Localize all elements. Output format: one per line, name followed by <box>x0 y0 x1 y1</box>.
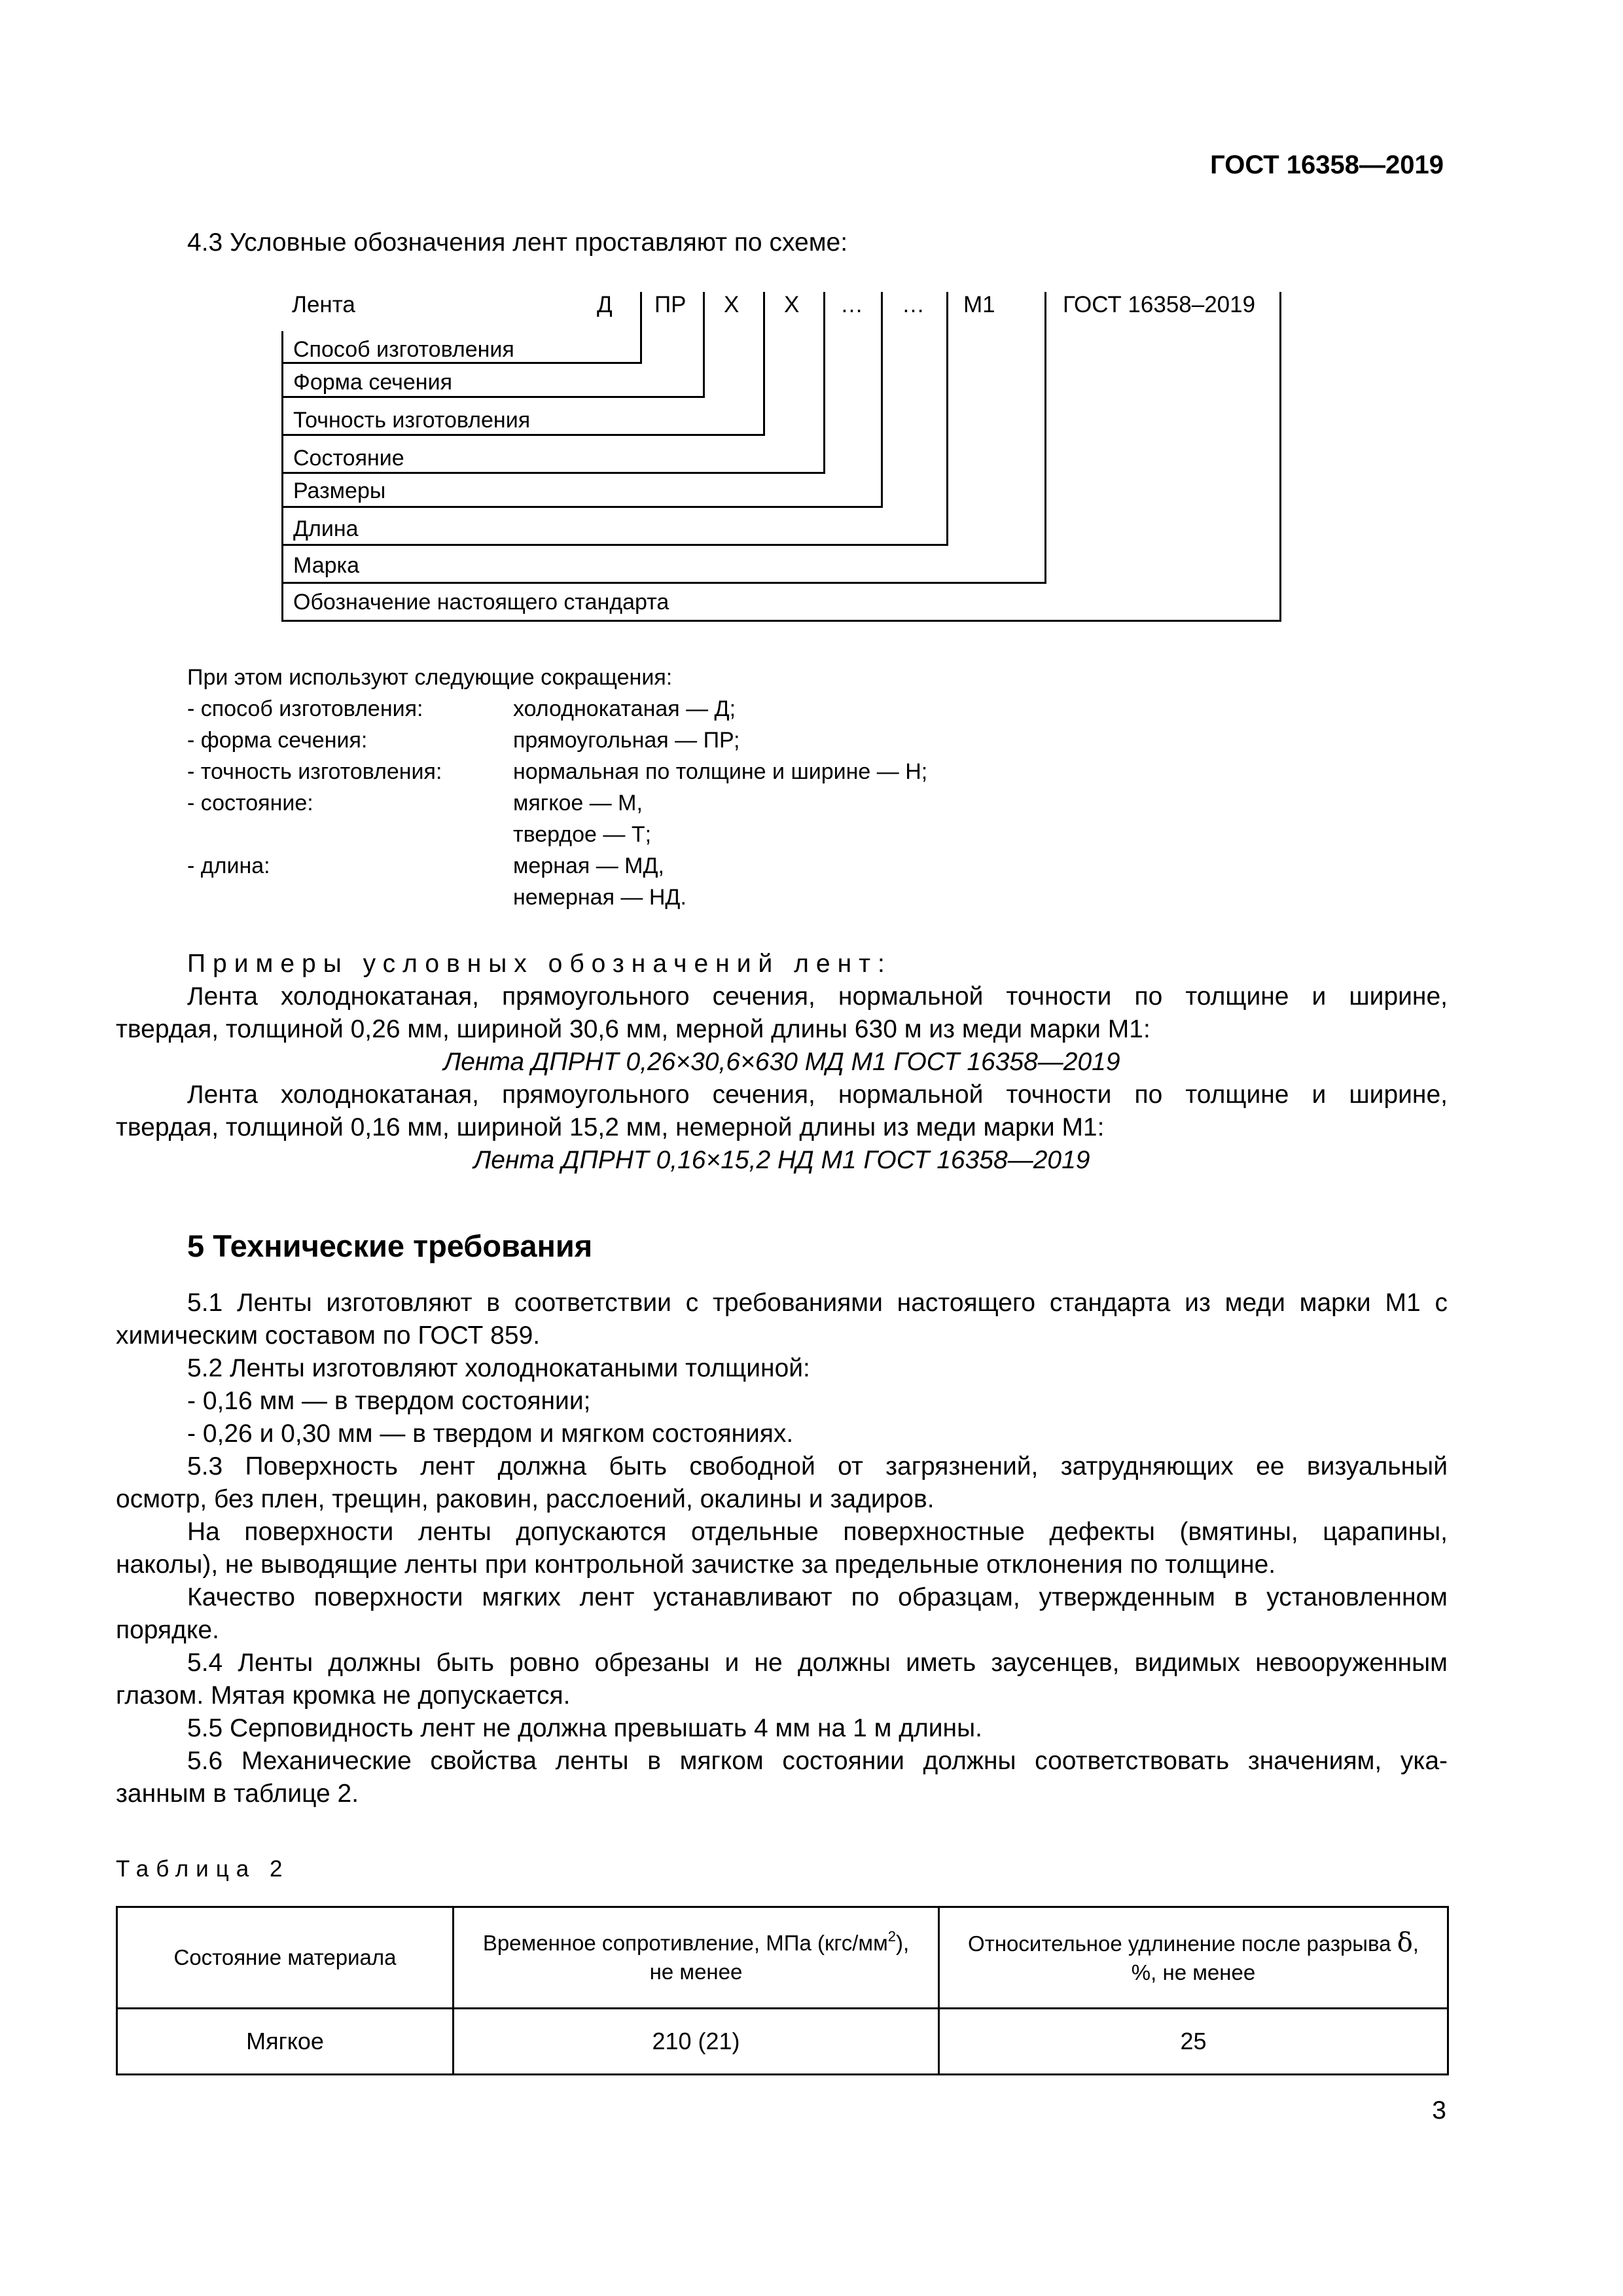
scheme-connector <box>640 292 642 364</box>
abbr-term: - форма сечения: <box>187 728 368 753</box>
scheme-connector <box>281 362 642 364</box>
example-2-text: Лента холоднокатаная, прямоугольного сечения, нормальной точности по толщине и ширине, <box>187 1081 1448 1109</box>
scheme-connector <box>881 292 883 508</box>
page-number: 3 <box>1432 2096 1446 2125</box>
scheme-item-accuracy: Х <box>724 292 740 317</box>
document-header: ГОСТ 16358—2019 <box>1210 151 1444 179</box>
abbr-value: твердое — Т; <box>513 822 652 847</box>
scheme-label-standard: Обозначение настоящего стандарта <box>293 590 669 615</box>
abbr-value: прямоугольная — ПР; <box>513 728 740 753</box>
abbr-value: немерная — НД. <box>513 885 687 910</box>
abbr-term: - длина: <box>187 853 270 878</box>
scheme-label-condition: Состояние <box>293 446 404 471</box>
scheme-label-method: Способ изготовления <box>293 337 514 362</box>
header-text: , <box>1412 1931 1419 1956</box>
section-5-heading: 5 Технические требования <box>187 1229 593 1263</box>
paragraph-line: порядке. <box>116 1616 219 1644</box>
abbr-value: нормальная по толщине и ширине — Н; <box>513 759 928 784</box>
scheme-connector <box>281 472 825 474</box>
scheme-connector <box>281 434 765 436</box>
header-cell-strength <box>454 1907 939 2009</box>
paragraph-line: Качество поверхности мягких лент устанавливают по образцам, утвержденным в установленном <box>187 1583 1448 1611</box>
paragraph-line: занным в таблице 2. <box>116 1780 359 1808</box>
header-text: ), <box>896 1931 910 1955</box>
paragraph-line: На поверхности ленты допускаются отдельные поверхностные дефекты (вмятины, царапины, <box>187 1518 1448 1546</box>
cell-elongation: 25 <box>939 2009 1448 2075</box>
scheme-item-condition: Х <box>784 292 800 317</box>
paragraph-line: осмотр, без плен, трещин, раковин, расслоений, окалины и задиров. <box>116 1485 935 1513</box>
abbr-value: мягкое — М, <box>513 791 643 816</box>
examples-heading: Примеры условных обозначений лент: <box>187 950 892 978</box>
scheme-connector <box>946 292 948 546</box>
scheme-connector <box>281 506 883 508</box>
paragraph-line: наколы), не выводящие ленты при контрольной зачистке за предельные отклонения по толщине. <box>116 1551 1276 1579</box>
header-text: Временное сопротивление, МПа (кгс/мм <box>482 1931 888 1955</box>
list-item: - 0,26 и 0,30 мм — в твердом и мягком состояниях. <box>187 1420 794 1448</box>
scheme-item-grade: М1 <box>963 292 995 317</box>
header-text: не менее <box>649 1960 743 1984</box>
scheme-label-accuracy: Точность изготовления <box>293 408 531 433</box>
delta-symbol: δ <box>1397 1928 1413 1958</box>
scheme-label-size: Размеры <box>293 478 386 503</box>
scheme-item-lenta: Лента <box>292 292 355 317</box>
paragraph-line: 5.1 Ленты изготовляют в соответствии с требованиями настоящего стандарта из меди марки М1 с <box>187 1289 1448 1317</box>
scheme-label-section-shape: Форма сечения <box>293 370 452 395</box>
paragraph-line: 5.3 Поверхность лент должна быть свободной от загрязнений, затрудняющих ее визуальный <box>187 1452 1448 1480</box>
scheme-item-method: Д <box>597 292 613 317</box>
scheme-left-bracket <box>281 331 283 622</box>
paragraph-line: глазом. Мятая кромка не допускается. <box>116 1681 571 1710</box>
section-4-3-intro: 4.3 Условные обозначения лент проставляют по схеме: <box>187 228 848 257</box>
example-1-text: твердая, толщиной 0,26 мм, шириной 30,6 мм, мерной длины 630 м из меди марки М1: <box>116 1015 1150 1043</box>
paragraph-line: 5.6 Механические свойства ленты в мягком состоянии должны соответствовать значениям, ука- <box>187 1747 1448 1775</box>
table-header-row <box>117 1907 1448 2009</box>
scheme-label-length: Длина <box>293 516 359 541</box>
paragraph-line: 5.2 Ленты изготовляют холоднокатаными толщиной: <box>187 1354 810 1382</box>
scheme-item-size: … <box>840 292 863 317</box>
example-2-text: твердая, толщиной 0,16 мм, шириной 15,2 мм, немерной длины из меди марки М1: <box>116 1113 1105 1141</box>
scheme-connector <box>1279 292 1281 622</box>
scheme-connector <box>823 292 825 474</box>
table-row <box>117 2009 1448 2075</box>
list-item: - 0,16 мм — в твердом состоянии; <box>187 1387 591 1415</box>
table-2 <box>116 1906 1449 2075</box>
paragraph-line: 5.5 Серповидность лент не должна превышать 4 мм на 1 м длины. <box>187 1714 982 1742</box>
header-cell-state <box>117 1907 454 2009</box>
header-text: Состояние материала <box>173 1945 397 1969</box>
scheme-label-grade: Марка <box>293 553 360 578</box>
example-1-designation: Лента ДПРНТ 0,26×30,6×630 МД М1 ГОСТ 16358—2019 <box>443 1048 1120 1076</box>
abbr-term: - способ изготовления: <box>187 696 423 721</box>
superscript: 2 <box>887 1928 897 1945</box>
scheme-connector <box>281 582 1046 584</box>
abbreviations-intro: При этом используют следующие сокращения: <box>187 665 673 690</box>
scheme-item-standard: ГОСТ 16358–2019 <box>1063 292 1256 317</box>
table-caption: Таблица 2 <box>116 1856 290 1882</box>
abbr-value: холоднокатаная — Д; <box>513 696 736 721</box>
abbr-term: - состояние: <box>187 791 313 816</box>
cell-state: Мягкое <box>117 2009 454 2075</box>
scheme-connector <box>281 396 705 398</box>
scheme-connector <box>763 292 765 436</box>
paragraph-line: химическим составом по ГОСТ 859. <box>116 1321 541 1350</box>
scheme-connector <box>1044 292 1046 584</box>
scheme-item-section-shape: ПР <box>654 292 687 317</box>
scheme-connector <box>703 292 705 398</box>
header-text: %, не менее <box>1131 1960 1256 1984</box>
scheme-item-length: … <box>902 292 925 317</box>
example-2-designation: Лента ДПРНТ 0,16×15,2 НД М1 ГОСТ 16358—2019 <box>473 1146 1090 1174</box>
cell-strength: 210 (21) <box>454 2009 939 2075</box>
scheme-connector <box>281 544 948 546</box>
abbr-term: - точность изготовления: <box>187 759 442 784</box>
header-cell-elongation <box>939 1907 1448 2009</box>
abbr-value: мерная — МД, <box>513 853 664 878</box>
scheme-connector <box>281 620 1281 622</box>
header-text: Относительное удлинение после разрыва <box>968 1931 1391 1956</box>
paragraph-line: 5.4 Ленты должны быть ровно обрезаны и не должны иметь заусенцев, видимых невооруженным <box>187 1649 1448 1677</box>
example-1-text: Лента холоднокатаная, прямоугольного сечения, нормальной точности по толщине и ширине, <box>187 982 1448 1011</box>
